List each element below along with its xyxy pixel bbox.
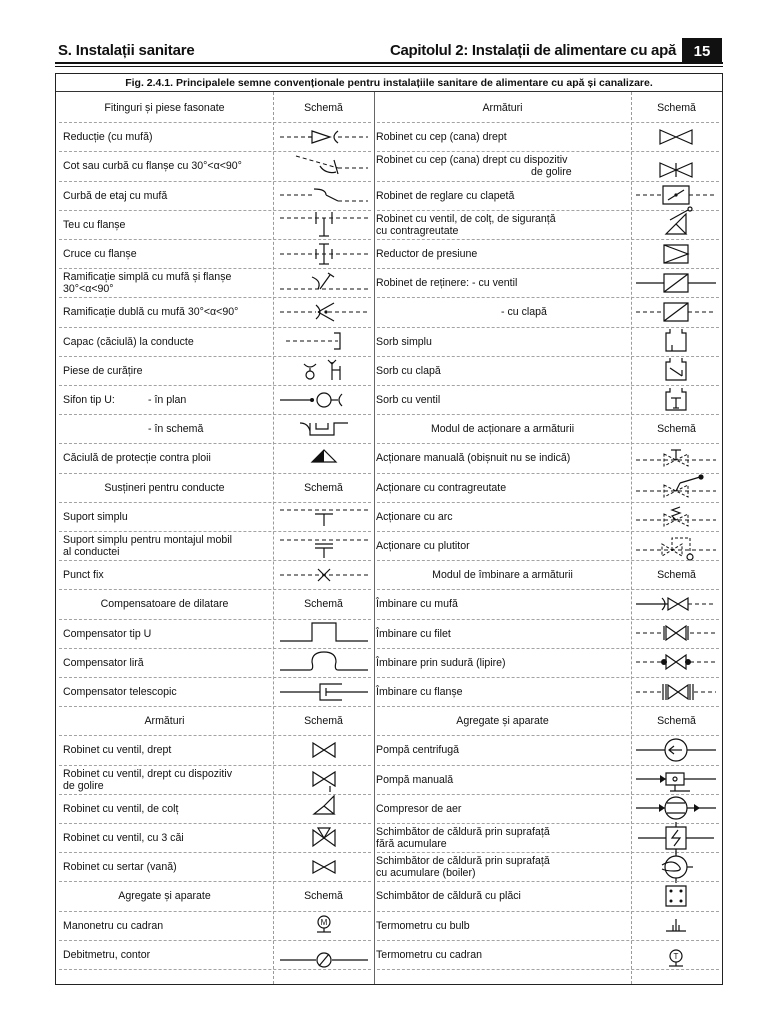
siphon-scheme-icon [276,416,372,442]
svg-text:M: M [320,918,328,928]
row-divider [377,414,719,415]
symbol-label-continued: cu acumulare (boiler) [376,867,476,880]
schema-column-header: Schemă [657,715,696,728]
symbol-label: Debitmetru, contor [63,948,151,961]
cleanout-icon [276,357,372,383]
lyre-compensator-icon [276,649,372,675]
schema-column-header: Schemă [304,598,343,611]
single-branch-icon [276,270,372,296]
symbol-label: Reductor de presiune [376,248,478,260]
symbol-label: Piese de curățire [63,364,143,377]
symbol-label: Termometru cu bulb [376,919,470,932]
globe-valve-icon [276,737,372,763]
plate-exchanger-icon [634,883,718,909]
three-way-valve-icon [276,825,372,851]
dial-thermometer-icon [634,941,718,967]
threaded-joint-icon [634,620,718,646]
symbol-label: Capac (căciulă) la conducte [63,335,194,348]
center-divider [374,92,375,984]
symbol-label: Sorb cu ventil [376,394,441,406]
check-flap-valve-icon [634,299,718,325]
butterfly-valve-icon [634,182,718,208]
symbol-label: Robinet de reglare cu clapetă [376,189,515,202]
symbol-label: Suport simplu [63,510,128,523]
pipe-cap-icon [276,328,372,354]
symbol-label: Ramificație simplă cu mufă și flanșe [63,271,232,284]
manual-actuator-icon [634,445,718,471]
u-compensator-icon [276,620,372,646]
schema-column-header: Schemă [657,423,696,436]
gate-valve-icon [276,854,372,880]
boiler-icon [634,854,718,880]
simple-support-icon [276,503,372,529]
sliding-support-icon [276,533,372,559]
counterweight-actuator-icon [634,474,718,500]
plug-valve-drain-icon [634,153,718,179]
symbol-label: Robinet cu cep (cana) drept cu dispozitiv [376,154,568,167]
symbol-label: Acționare cu plutitor [376,540,470,552]
symbol-label-continued: cu contragreutate [376,224,459,237]
angle-valve-icon [276,795,372,821]
row-divider [377,706,719,707]
section-header: Fitinguri și piese fasonate [104,102,225,114]
symbol-label: Pompă manuală [376,773,454,786]
section-header: Susțineri pentru conducte [104,481,225,494]
float-actuator-icon [634,533,718,559]
fixed-point-icon [276,562,372,588]
symbol-label: Pompă centrifugă [376,744,460,757]
symbol-label: Manonetru cu cadran [63,919,164,932]
heat-exchanger-icon [634,825,718,851]
welded-joint-icon [634,649,718,675]
symbol-label-continued: 30°<α<90° [63,283,114,296]
symbol-label: Sorb cu clapă [376,364,441,377]
symbol-label: Robinet cu ventil, de colț, de siguranță [376,212,556,225]
symbol-label-continued: - în plan [148,394,187,406]
rain-cap-icon [276,445,372,471]
symbol-label: Cot sau curbă cu flanșe cu 30°<α<90° [63,160,242,173]
symbol-label-continued: de golire [531,166,572,179]
figure-caption: Fig. 2.4.1. Principalele semne convenționale pentru instalațiile sanitare de alimentare cu apă și canalizare. [56,74,722,92]
symbol-label: - cu clapă [501,306,547,319]
section-header: Armături [144,715,185,728]
section-title: S. Instalații sanitare [58,42,195,59]
section-header: Compensatoare de dilatare [100,598,229,611]
flow-meter-icon [276,941,372,967]
row-divider [59,881,371,882]
double-branch-icon [276,299,372,325]
symbol-label: Robinet cu ventil, de colț [63,802,179,815]
flanged-tee-icon [276,211,372,237]
symbol-label-continued: de golire [63,779,104,792]
symbol-label: Compensator telescopic [63,686,177,698]
symbol-label: Punct fix [63,569,104,582]
foot-strainer-valve-icon [634,387,718,413]
symbol-label: Acționare cu contragreutate [376,481,507,494]
symbol-label: Acționare manuală (obișnuit nu se indică) [376,452,571,465]
symbol-label: Curbă de etaj cu mufă [63,189,168,202]
header-rule [55,62,723,64]
column-divider [631,92,632,984]
symbol-label: Ramificație dublă cu mufă 30°<α<90° [63,306,239,319]
symbol-label: Teu cu flanșe [63,218,126,231]
flanged-cross-icon [276,241,372,267]
schema-column-header: Schemă [304,890,343,903]
symbol-label: Acționare cu arc [376,510,453,523]
pressure-reducer-icon [634,241,718,267]
offset-bend-icon [276,182,372,208]
symbol-label: Îmbinare cu flanșe [376,686,463,698]
symbol-label-continued: fără acumulare [376,838,447,850]
centrifugal-pump-icon [634,737,718,763]
row-divider [377,969,719,970]
siphon-plan-icon [276,387,372,413]
section-header: Modul de îmbinare a armăturii [432,569,573,582]
section-header: Agregate și aparate [456,715,549,728]
section-header: Agregate și aparate [118,890,211,903]
safety-valve-icon [634,211,718,237]
schema-column-header: Schemă [304,481,343,494]
symbol-label: Suport simplu pentru montajul mobil [63,534,232,546]
foot-strainer-flap-icon [634,357,718,383]
symbol-label: Îmbinare cu mufă [376,598,458,611]
symbol-label: Termometru cu cadran [376,948,482,961]
symbol-label: Îmbinare cu filet [376,627,451,640]
socket-joint-icon [634,591,718,617]
row-divider [59,589,371,590]
symbol-label: Sifon tip U: [63,394,115,406]
row-divider [59,473,371,474]
symbols-table [55,73,723,985]
schema-column-header: Schemă [657,102,696,114]
symbol-label: Schimbător de căldură prin suprafață [376,855,550,868]
check-valve-icon [634,270,718,296]
symbol-label: Cruce cu flanșe [63,248,137,260]
symbol-label: Compensator tip U [63,627,152,640]
chapter-title: Capitolul 2: Instalații de alimentare cu apă [389,42,676,59]
symbol-label: Compresor de aer [376,802,462,815]
symbol-label: Robinet cu cep (cana) drept [376,131,507,144]
hand-pump-icon [634,766,718,792]
symbol-label: Îmbinare prin sudură (lipire) [376,656,506,669]
symbol-label: Robinet cu ventil, drept [63,744,172,757]
telescopic-compensator-icon [276,679,372,705]
bulb-thermometer-icon [634,912,718,938]
symbol-label: Robinet cu ventil, drept cu dispozitiv [63,767,232,780]
spring-actuator-icon [634,503,718,529]
schema-column-header: Schemă [304,102,343,114]
symbol-label: Robinet cu ventil, cu 3 căi [63,832,184,844]
symbol-label: Reducție (cu mufă) [63,131,153,144]
row-divider [59,706,371,707]
globe-valve-drain-icon [276,766,372,792]
row-divider [59,969,371,970]
symbol-label: Sorb simplu [376,335,432,348]
symbol-label: Compensator liră [63,656,144,669]
pressure-gauge-icon [276,912,372,938]
section-header: Modul de acționare a armăturii [430,423,575,436]
section-header: Armături [482,102,523,114]
symbol-label: Căciulă de protecție contra ploii [63,452,211,465]
symbol-label: Robinet de reținere: - cu ventil [376,277,518,290]
symbol-label-continued: al conductei [63,546,120,558]
header-rule-thin [55,66,723,67]
row-divider [377,560,719,561]
plug-valve-icon [634,124,718,150]
air-compressor-icon [634,795,718,821]
schema-column-header: Schemă [304,715,343,728]
page-number: 15 [682,38,722,64]
symbol-label: - în schemă [148,423,204,436]
foot-strainer-icon [634,328,718,354]
column-divider [273,92,274,984]
symbol-label: Schimbător de căldură cu plăci [376,890,521,903]
flanged-bend-icon [276,153,372,179]
svg-text:T: T [673,952,679,962]
flanged-joint-icon [634,679,718,705]
reduction-coupling-icon [276,124,372,150]
symbol-label: Schimbător de căldură prin suprafață [376,826,550,838]
symbol-label: Robinet cu sertar (vană) [63,861,177,874]
schema-column-header: Schemă [657,569,696,582]
